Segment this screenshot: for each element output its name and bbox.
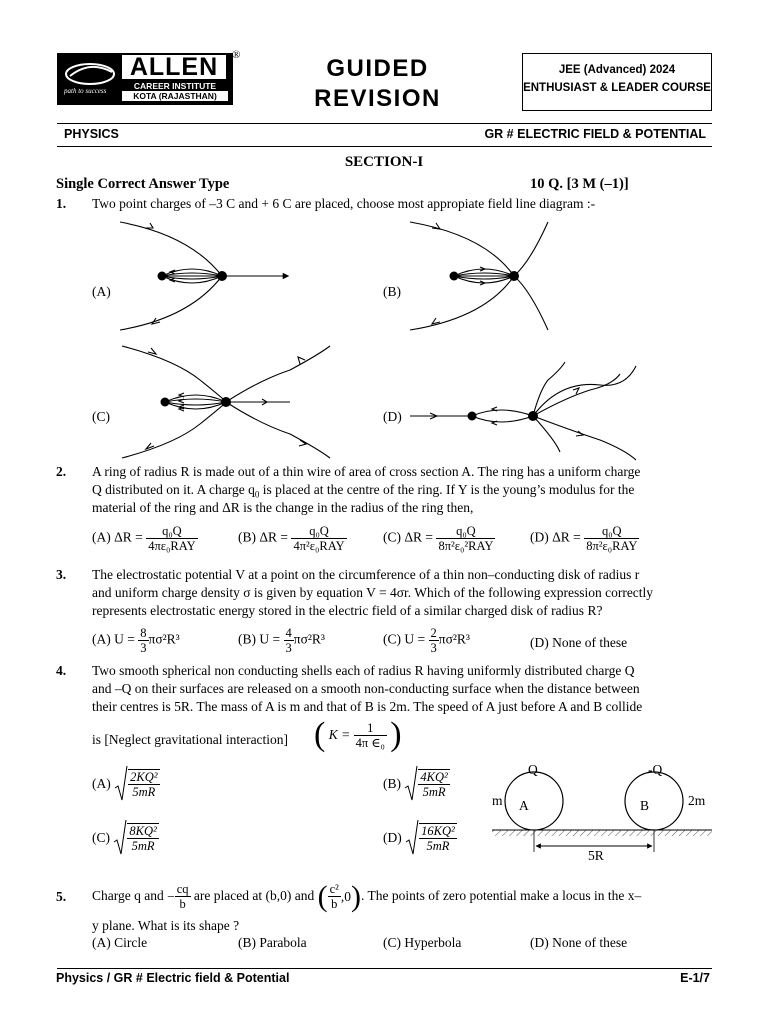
logo-subtitle: CAREER INSTITUTE (133, 81, 217, 91)
diagram-d (410, 362, 636, 460)
logo-location: KOTA (RAJASTHAN) (122, 91, 228, 101)
q3-line2: and uniform charge density σ is given by equation V = 4σr. Which of the following expression correctly (92, 585, 654, 600)
sphere-a (505, 772, 563, 830)
registered-mark: ® (232, 49, 241, 61)
q2-line2: Q distributed on it. A charge $q_0$ is placed at the centre of the ring. If Y is the young’s modulus for the (92, 482, 635, 500)
q1-number: 1. (56, 196, 67, 211)
q4-fig-mass-b: 2m (688, 793, 706, 808)
footer-rule (57, 968, 712, 969)
q4-line3: their centres is 5R. The mass of A is m and that of B is 2m. The speed of A just before A and B collide (92, 699, 643, 714)
q3-line1: The electrostatic potential V at a point on the circumference of a thin non–conducting disk of radius r (92, 567, 640, 582)
q2-option-c[interactable]: (C) ΔR = $\frac{\text{q₀Q}}{\text{8π²ε₀²RAY}}$ (383, 524, 494, 553)
q4-option-a[interactable]: (A) $\frac{\text{2KQ²}}{5mR}$ (92, 764, 160, 804)
q2-line3: material of the ring and ΔR is the change in the radius of the ring then, (92, 500, 474, 515)
q2-line1: A ring of radius R is made out of a thin wire of area of cross section A. The ring has a uniform charge (92, 464, 641, 479)
logo-name: ALLEN (122, 55, 226, 79)
q1-option-b-label: (B) (383, 284, 401, 299)
q2-number: 2. (56, 464, 67, 479)
topic-label: GR # ELECTRIC FIELD & POTENTIAL (484, 127, 706, 141)
q3-option-d[interactable]: (D) None of these (530, 635, 628, 650)
q1-field-line-diagrams (0, 0, 768, 470)
q1-option-a-label: (A) (92, 284, 111, 299)
q4-fig-mass-a: m (492, 793, 503, 808)
course-box: JEE (Advanced) 2024 ENTHUSIAST & LEADER COURSE (522, 53, 712, 111)
q4-line4: is [Neglect gravitational interaction] (92, 732, 289, 747)
diagram-a (120, 222, 286, 330)
q2-option-a[interactable]: (A) ΔR = $\frac{\text{q₀Q}}{\text{4πε₀RAY}}$ (92, 524, 196, 553)
footer-page: E-1/7 (680, 971, 710, 985)
q1-option-c-label: (C) (92, 409, 110, 424)
q5-line2: y plane. What is its shape ? (92, 918, 240, 933)
logo-tagline: path to success (64, 87, 107, 95)
q4-option-c[interactable]: (C) $\frac{\text{8KQ²}}{5mR}$ (92, 818, 159, 858)
subject-label: PHYSICS (64, 127, 119, 141)
q5-line1: Charge q and − $\frac{cq}{b}$ are placed at (b,0) and ( $\frac{\text{c²}}{b}$ ,0). The points of zero potential make a locus in the x– (92, 879, 642, 913)
sphere-b (625, 772, 683, 830)
q4-option-d[interactable]: (D) $\frac{\text{16KQ²}}{5mR}$ (383, 818, 457, 858)
q3-option-b[interactable]: (B) U = $\frac{4}{3}$ πσ²R³ (238, 626, 325, 655)
q4-fig-charge-a: Q (528, 762, 538, 777)
q5-option-d[interactable]: (D) None of these (530, 935, 628, 950)
q3-number: 3. (56, 567, 67, 582)
q5-option-a[interactable]: (A) Circle (92, 935, 148, 950)
q4-line1: Two smooth spherical non conducting shells each of radius R having uniformly distributed charge Q (92, 663, 635, 678)
q4-fig-label-a: A (519, 798, 529, 813)
q1-text: Two point charges of –3 C and + 6 C are placed, choose most appropiate field line diagram :- (92, 196, 596, 211)
q5-option-c[interactable]: (C) Hyperbola (383, 935, 462, 950)
q1-option-d-label: (D) (383, 409, 402, 424)
q4-fig-charge-b: -Q (648, 762, 663, 777)
marks-scheme: 10 Q. [3 M (–1)] (530, 176, 629, 192)
q5-option-b[interactable]: (B) Parabola (238, 935, 307, 950)
q2-option-b[interactable]: (B) ΔR = $\frac{\text{q₀Q}}{\text{4π²ε₀RAY}}$ (238, 524, 345, 553)
answer-type: Single Correct Answer Type (56, 176, 230, 192)
q3-option-a[interactable]: (A) U = $\frac{8}{3}$ πσ²R³ (92, 626, 180, 655)
diagram-c (122, 346, 330, 458)
footer-left: Physics / GR # Electric field & Potential (56, 971, 290, 985)
section-title: SECTION-I (344, 154, 424, 170)
q4-fig-distance: 5R (588, 848, 604, 863)
q5-number: 5. (56, 889, 67, 904)
page-title: GUIDED REVISION (314, 55, 441, 112)
q3-option-c[interactable]: (C) U = $\frac{2}{3}$ πσ²R³ (383, 626, 470, 655)
q4-option-b[interactable]: (B) $\frac{\text{4KQ²}}{5mR}$ (383, 764, 450, 804)
q2-option-d[interactable]: (D) ΔR = $\frac{\text{q₀Q}}{\text{8π²ε₀RAY}}$ (530, 524, 638, 553)
q4-fig-label-b: B (640, 798, 650, 813)
q3-line3: represents electrostatic energy stored in the electric field of a similar charged disk of radius R? (92, 603, 603, 618)
q4-number: 4. (56, 663, 67, 678)
diagram-b (410, 222, 548, 330)
q4-k-expression: ( K = $\frac{1}{\text{4π ∈₀}}$ ) (314, 716, 402, 753)
q4-line2: and –Q on their surfaces are released on a smooth non-conducting surface when the distance between (92, 681, 640, 696)
